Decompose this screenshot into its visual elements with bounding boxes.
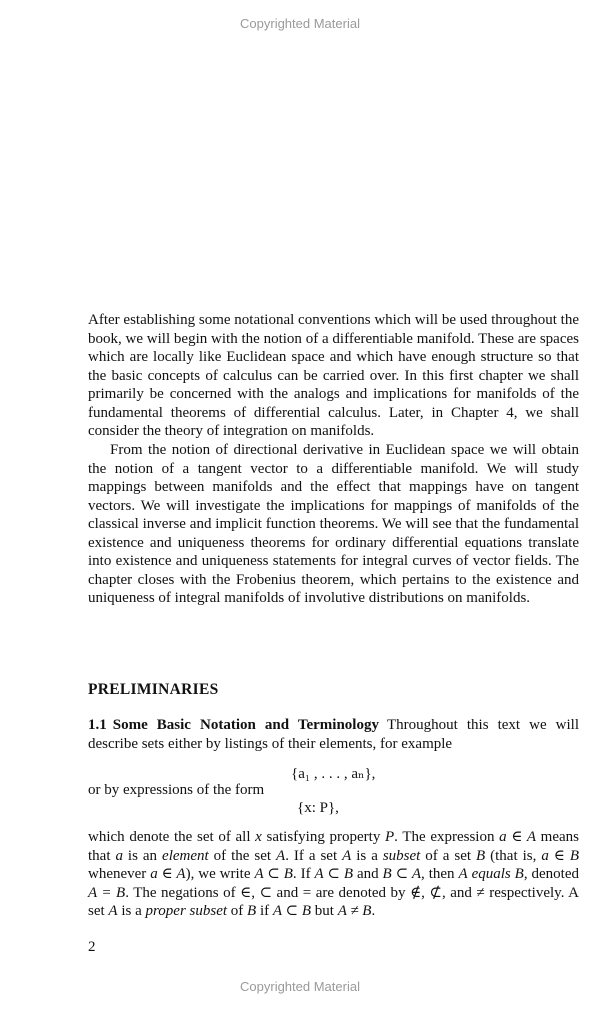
notation-paragraph — [88, 828, 579, 921]
text-run: . If a set — [285, 847, 343, 864]
text-run: is an — [122, 847, 163, 864]
subsection-text: Throughout this text we will describe sets either by listings of their elements, for example — [88, 717, 579, 752]
text-run: . The negations of ∈, ⊂ and = are denoted by ∉, ⊄, and ≠ respectively. A set — [88, 884, 579, 919]
math-var: B — [514, 866, 524, 882]
math-var: a — [115, 847, 123, 864]
math-expr: A ⊂ B — [314, 866, 354, 882]
intro-paragraph-1: After establishing some notational conventions which will be used throughout the book, we will begin with the notion of a differentiable manifold. These are spaces which are locally like Euclidean space and which have enough structure so that the basic concepts of calculus can be carried over. In this first chapter we shall primarily be concerned with the analogs and implications for manifolds of the fundamental theorems of differential calculus. Later, in Chapter 4, we shall consider the theory of integration on manifolds. — [88, 312, 579, 439]
math-expr: a ∈ B — [541, 847, 580, 864]
text-run: . — [371, 903, 376, 919]
text-run: . The expression — [394, 829, 500, 845]
math-var: A — [458, 866, 468, 882]
term-element: element — [162, 847, 209, 864]
math-expr: A = B — [88, 884, 126, 901]
math-expr: a ∈ A — [499, 829, 536, 845]
math-var: P — [385, 829, 395, 845]
text-run: , denoted — [523, 866, 580, 882]
watermark-bottom: Copyrighted Material — [240, 979, 360, 994]
term-proper-subset: proper subset — [145, 903, 228, 919]
math-var: B — [476, 847, 486, 864]
math-expr: A ⊂ B — [272, 903, 312, 919]
text-run: but — [311, 903, 338, 919]
text-run: which denote the set of all — [88, 829, 256, 845]
page-number: 2 — [88, 939, 96, 955]
math-var: A — [276, 847, 286, 864]
math-var: A — [108, 903, 118, 919]
text-run: of a set — [420, 847, 477, 864]
text-run: satisfying property — [261, 829, 385, 845]
math-expr: a ∈ A — [150, 866, 186, 882]
display-set-listing: {a₁ , . . . , aₙ}, — [291, 766, 376, 782]
math-expr: B ⊂ A — [382, 866, 422, 882]
text-run: (that is, — [485, 847, 542, 864]
text-run: whenever — [88, 866, 151, 882]
subsection-number: 1.1 — [88, 717, 107, 733]
math-var: B — [247, 903, 257, 919]
text-run: ), we write — [185, 866, 255, 882]
math-expr: A ⊂ B — [254, 866, 293, 882]
math-var: A — [342, 847, 352, 864]
text-run: of the set — [208, 847, 277, 864]
subsection-title: Some Basic Notation and Terminology — [112, 717, 379, 733]
display-set-property: {x: P}, — [297, 800, 339, 816]
watermark-top: Copyrighted Material — [240, 16, 360, 31]
text-run: if — [256, 903, 273, 919]
math-expr: A ≠ B — [337, 903, 372, 919]
text-run: means that — [88, 829, 579, 864]
subsection-paragraph — [88, 716, 579, 753]
text-run: is a — [351, 847, 383, 864]
term-equals: equals — [471, 866, 511, 882]
text-run: and — [353, 866, 383, 882]
text-run: of — [227, 903, 248, 919]
text-run: , then — [421, 866, 459, 882]
text-or-expressions: or by expressions of the form — [88, 782, 265, 798]
intro-paragraph-2: From the notion of directional derivative in Euclidean space we will obtain the notion of a tangent vector to a differentiable manifold. We will study mappings between manifolds and the effect that mappings have on tangent vectors. We will investigate the implications for mappings of manifolds of the classical inverse and implicit function theorems. We will see that the fundamental existence and uniqueness theorems for ordinary differential equations translate into existence and uniqueness statements for integral curves of vector fields. The chapter closes with the Frobenius theorem, which pertains to the existence and uniqueness of integral manifolds of involutive distributions on manifolds. — [88, 442, 579, 606]
section-heading: PRELIMINARIES — [88, 681, 219, 698]
term-subset: subset — [382, 847, 421, 864]
math-var: x — [255, 829, 262, 845]
text-run: . If — [292, 866, 315, 882]
text-run: is a — [117, 903, 146, 919]
